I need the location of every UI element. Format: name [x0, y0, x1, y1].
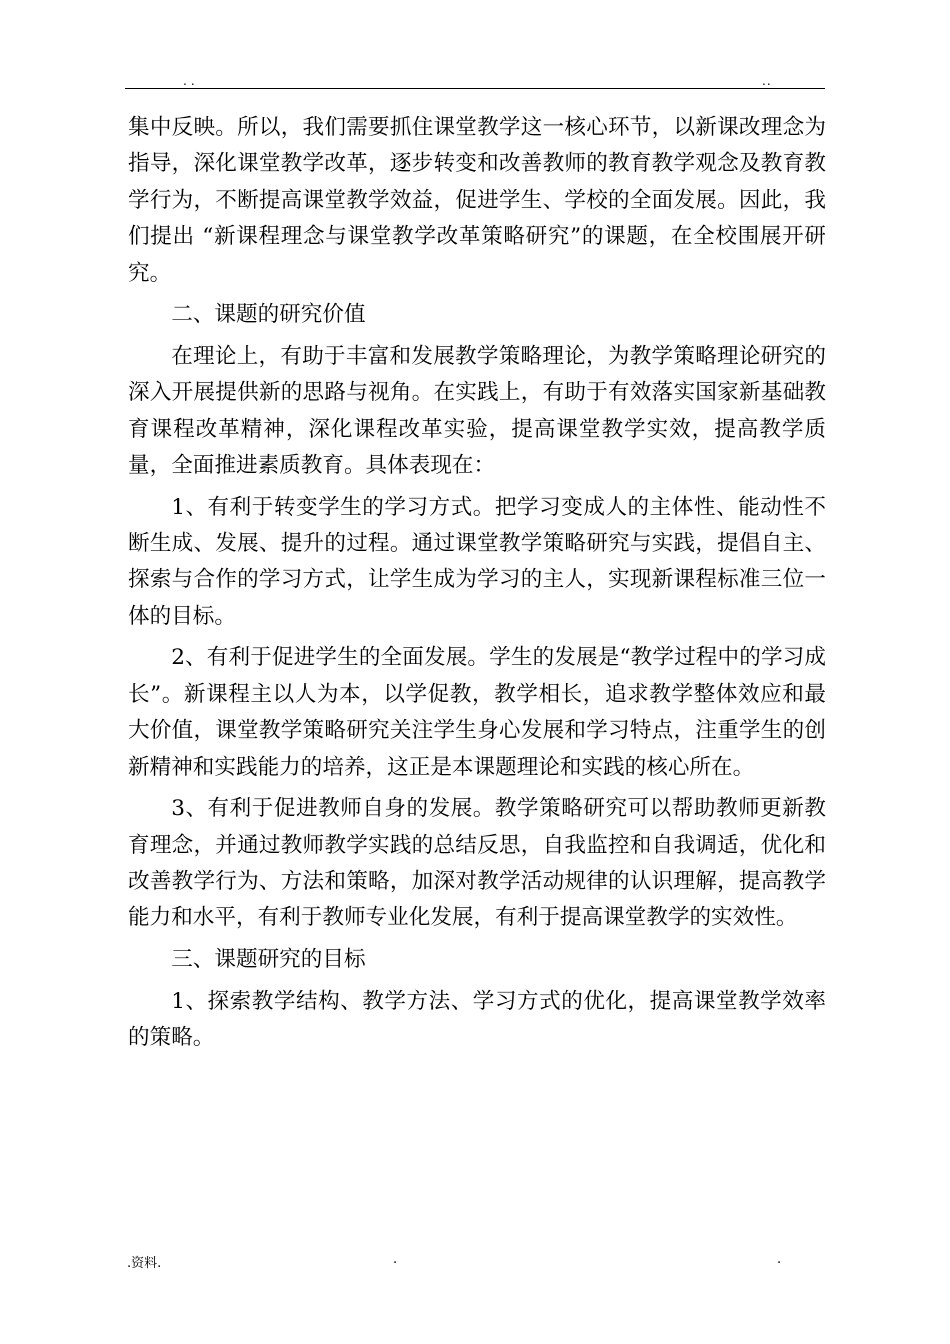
footer-center-mark: .	[393, 1252, 398, 1267]
footer-left-text: .资料.	[127, 1256, 162, 1271]
footer-right-mark: .	[777, 1252, 782, 1267]
paragraph-goal-1: 1、探索教学结构、教学方法、学习方式的优化，提高课堂教学效率的策略。	[128, 988, 826, 1051]
section-heading-research-value: 二、课题的研究价值	[171, 302, 366, 328]
paragraph-point-1: 1、有利于转变学生的学习方式。把学习变成人的主体性、能动性不断生成、发展、提升的过程。通过课堂教学策略研究与实践，提倡自主、探索与合作的学习方式，让学生成为学习的主人，实现新课程标准三位一体的目标。	[128, 494, 826, 629]
document-body	[128, 110, 826, 1062]
header-right-mark: ..	[762, 74, 772, 88]
page-header	[125, 72, 825, 89]
paragraph-point-3: 3、有利于促进教师自身的发展。教学策略研究可以帮助教师更新教育理念，并通过教师教学实践的总结反思，自我监控和自我调适，优化和改善教学行为、方法和策略，加深对教学活动规律的认识理解，提高教学能力和水平，有利于教师专业化发展，有利于提高课堂教学的实效性。	[128, 796, 826, 931]
paragraph-point-2: 2、有利于促进学生的全面发展。学生的发展是“教学过程中的学习成长”。新课程主以人为本，以学促教，教学相长，追求教学整体效应和最大价值，课堂教学策略研究关注学生身心发展和学习特点，注重学生的创新精神和实践能力的培养，这正是本课题理论和实践的核心所在。	[128, 645, 826, 780]
paragraph-continuation: 集中反映。所以，我们需要抓住课堂教学这一核心环节，以新课改理念为指导，深化课堂教学改革，逐步转变和改善教师的教育教学观念及教育教学行为，不断提高课堂教学效益，促进学生、学校的全面发展。因此，我们提出 “新课程理念与课堂教学改革策略研究”的课题，在全校围展开研究。	[128, 115, 826, 286]
paragraph-research-value: 在理论上，有助于丰富和发展教学策略理论，为教学策略理论研究的深入开展提供新的思路与视角。在实践上，有助于有效落实国家新基础教育课程改革精神，深化课程改革实验，提高课堂教学实效，提高教学质量，全面推进素质教育。具体表现在：	[128, 343, 826, 479]
section-heading-research-goals: 三、课题研究的目标	[171, 947, 366, 973]
header-left-mark: ..	[183, 74, 199, 88]
